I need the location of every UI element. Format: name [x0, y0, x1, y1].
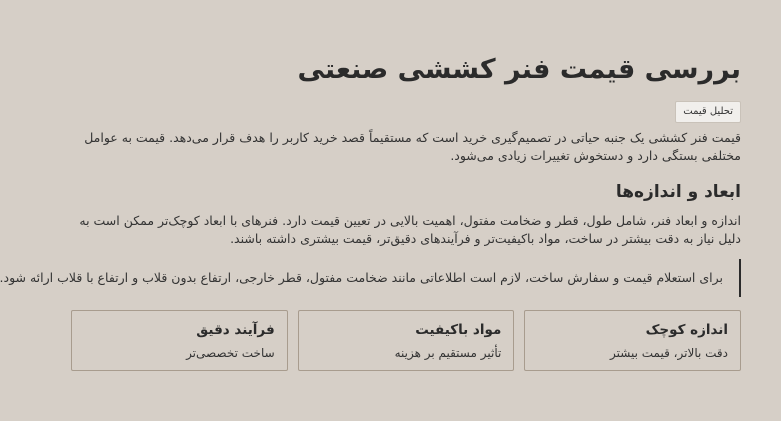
section-title: ابعاد و اندازه‌ها [615, 182, 741, 202]
feature-card-title: مواد باکیفیت [415, 322, 502, 338]
feature-card-text: دقت بالاتر، قیمت بیشتر [610, 346, 728, 360]
info-quote: برای استعلام قیمت و سفارش ساخت، لازم است اطلاعاتی مانند ضخامت مفتول، قطر خارجی، ارتفاع بدون قلاب و ارتفاع با قلاب ارائه شود. [73, 259, 741, 297]
category-tag[interactable]: تحلیل قیمت [675, 101, 741, 123]
intro-paragraph: قیمت فنر کششی یک جنبه حیاتی در تصمیم‌گیری خرید است که مستقیماً قصد خرید کاربر را هدف قرار می‌دهد. قیمت به عوامل مختلفی بستگی دارد و دستخوش تغییرات زیادی می‌شود. [84, 130, 741, 163]
feature-card-text: ساخت تخصصی‌تر [186, 346, 275, 360]
feature-card-title: فرآیند دقیق [196, 322, 275, 338]
feature-card-precise-process [71, 310, 288, 371]
feature-card-quality-material [298, 310, 515, 371]
section-paragraph: اندازه و ابعاد فنر، شامل طول، قطر و ضخامت مفتول، اهمیت بالایی در تعیین قیمت دارد. فنرهای با ابعاد کوچک‌تر ممکن است به دلیل نیاز به دقت بیشتر در ساخت، مواد باکیفیت‌تر و فرآیندهای دقیق‌تر، قیمت بیشتری داشته باشند. [79, 213, 741, 246]
feature-card-small-size [524, 310, 741, 371]
page-title: بررسی قیمت فنر کششی صنعتی [297, 54, 741, 85]
feature-cards [71, 310, 741, 371]
feature-card-text: تأثیر مستقیم بر هزینه [394, 346, 502, 360]
feature-card-title: اندازه کوچک [645, 322, 728, 338]
